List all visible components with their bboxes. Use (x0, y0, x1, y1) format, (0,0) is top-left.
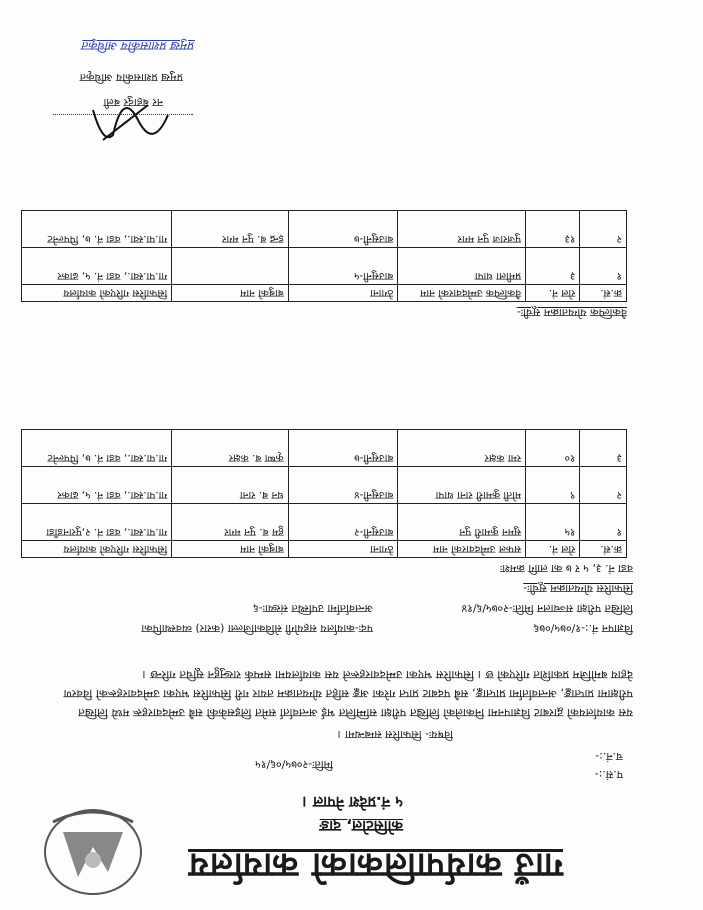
patra-sankhya: प.सं.:- (594, 768, 623, 781)
alternate-list-label: वैकल्पिक योग्यताक्रम सूचीः- (516, 306, 627, 319)
column-header: बाबुको नाम (172, 285, 289, 302)
table-cell: कृष्ण ब. कक्षर (172, 430, 289, 467)
table-row (22, 211, 627, 248)
address-line-1: कोसिटोल, दाङ (319, 817, 403, 835)
table-cell: धन ब. राना (172, 467, 289, 504)
body-paragraph: यस कार्यालयको द्वारबाट विज्ञापनमा निकालेको लिखित परीक्षा सम्मिलित भई अन्तर्वार्ता समेत लिइसकेकी सबै उम्मेदवारहरू मध्ये लिखित परीक्षामा प्राप्ताङ्क, अन्तर्वार्तामा प्राप्ताङ्क, सबै पदबाट प्राप्त गरेका अङ्क सहित योग्यताक्रम तयार गरी सिफारिस भएका उम्मेदवारहरूको विवरण देहाय बमोजिम प्रकाशित गरिएको छ । सिफारिस भएका उम्मेदवारहरूले यस कार्यालयमा सम्पर्क राख्नुहुन सूचित गरिन्छ । (63, 668, 633, 720)
table-cell: बाउसुनी-५ (288, 248, 398, 285)
office-title: गाउँ कार्यपालिकाको कार्यालय (188, 845, 563, 885)
table-cell: गा.पा.स्वा., वडा नं. ७, पिपल्नेट (22, 211, 172, 248)
table-cell (172, 248, 289, 285)
column-header: रोल नं. (526, 541, 580, 558)
address-line-2: ५ नं.प्रदेश नेपाल । (302, 793, 403, 811)
merit-list-label: सिफारिस योग्यताक्रम सूचीः- (523, 582, 633, 595)
table-cell: गा.पा.स्वा., वडा नं. २,पुरानडाँडा (22, 504, 172, 541)
table-row (22, 504, 627, 541)
table-cell: सुमन कुमारी पुन (398, 504, 526, 541)
table-cell: १५ (526, 504, 580, 541)
table-cell: ३ (526, 248, 580, 285)
table-cell: बाउसुनी-२ (288, 504, 398, 541)
table-cell: १ (580, 248, 627, 285)
subject-line: विषयः- सिफारिस सम्बन्धमा । (337, 728, 453, 741)
table-cell: प्रमीला थापा (398, 248, 526, 285)
table-cell: १ (580, 504, 627, 541)
table-cell: पुजराज पुन मगर (398, 211, 526, 248)
table-cell: गा.पा.स्वा., वडा नं. ७, पिपल्नेट (22, 430, 172, 467)
column-header: वैकल्पिक उम्मेदवारको नाम (398, 285, 526, 302)
table-cell: हुम ब. पुन मगर (172, 504, 289, 541)
table-row (22, 430, 627, 467)
table-cell: २ (580, 467, 627, 504)
table-cell: २ (580, 211, 627, 248)
table-row (22, 248, 627, 285)
column-header: बाबुको नाम (172, 541, 289, 558)
table-cell: गा.पा.स्वा., वडा नं. ५, ढाकर (22, 248, 172, 285)
table-cell: इन्द्र ब. पुन मगर (172, 211, 289, 248)
signatory-title: प्रमुख प्रशासकीय अधिकृत (79, 71, 183, 84)
column-header: क्र.सं. (580, 541, 627, 558)
column-header: रोल नं. (526, 285, 580, 302)
column-header: ठेगाना (288, 541, 398, 558)
table-cell: रमा कक्षर (398, 430, 526, 467)
table-cell: ३ (580, 430, 627, 467)
table-cell: बाउसुनी-७ (288, 430, 398, 467)
table-cell: बाउसुनी-४ (288, 467, 398, 504)
table-cell: १० (526, 430, 580, 467)
attendance-count: अन्तर्वार्तामा उपस्थित संख्याः-६ (252, 602, 373, 615)
alternate-table (21, 210, 627, 302)
table-header-row (22, 541, 627, 558)
table-cell: मोती कुमारी राना थापा (398, 467, 526, 504)
vigyapan-number: विज्ञापन नं.:-१/०७५/०७६ (533, 622, 633, 635)
column-header: सिफारिस गरिएको कार्यालय (22, 285, 172, 302)
signatory-name: नर बहादुर बली (103, 96, 163, 109)
post-name: पदः-कार्यालय सहयोगी सेविकाजिल्ला (करार) व्यवस्थापिका (141, 622, 373, 635)
official-stamp-text: प्रमुख प्रशासकीय अधिकृत (82, 39, 195, 53)
letter-date: मितिः-२०७५/०६/१५ (255, 758, 333, 771)
exam-date: लिखित परीक्षा सञ्चालन मितिः-२०७५/६/१४ (461, 602, 633, 615)
ward-label: वडा नं. ३, ५ र ७ का लागि क्रमशः (500, 562, 633, 575)
table-cell: गा.पा.स्वा., वडा नं. ५, ढाकर (22, 467, 172, 504)
table-row (22, 467, 627, 504)
table-cell: ९ (526, 467, 580, 504)
table-cell: १३ (526, 211, 580, 248)
nepal-emblem-icon (33, 806, 153, 902)
table-cell: बाउसुनी-७ (288, 211, 398, 248)
signature-line (53, 114, 193, 115)
merit-table (21, 429, 627, 558)
column-header: सफल उम्मेदवारको नाम (398, 541, 526, 558)
column-header: क्र.सं. (580, 285, 627, 302)
chalani-number: च.नं.:- (595, 750, 623, 763)
table-header-row (22, 285, 627, 302)
column-header: सिफारिस गरिएको कार्यालय (22, 541, 172, 558)
column-header: ठेगाना (288, 285, 398, 302)
